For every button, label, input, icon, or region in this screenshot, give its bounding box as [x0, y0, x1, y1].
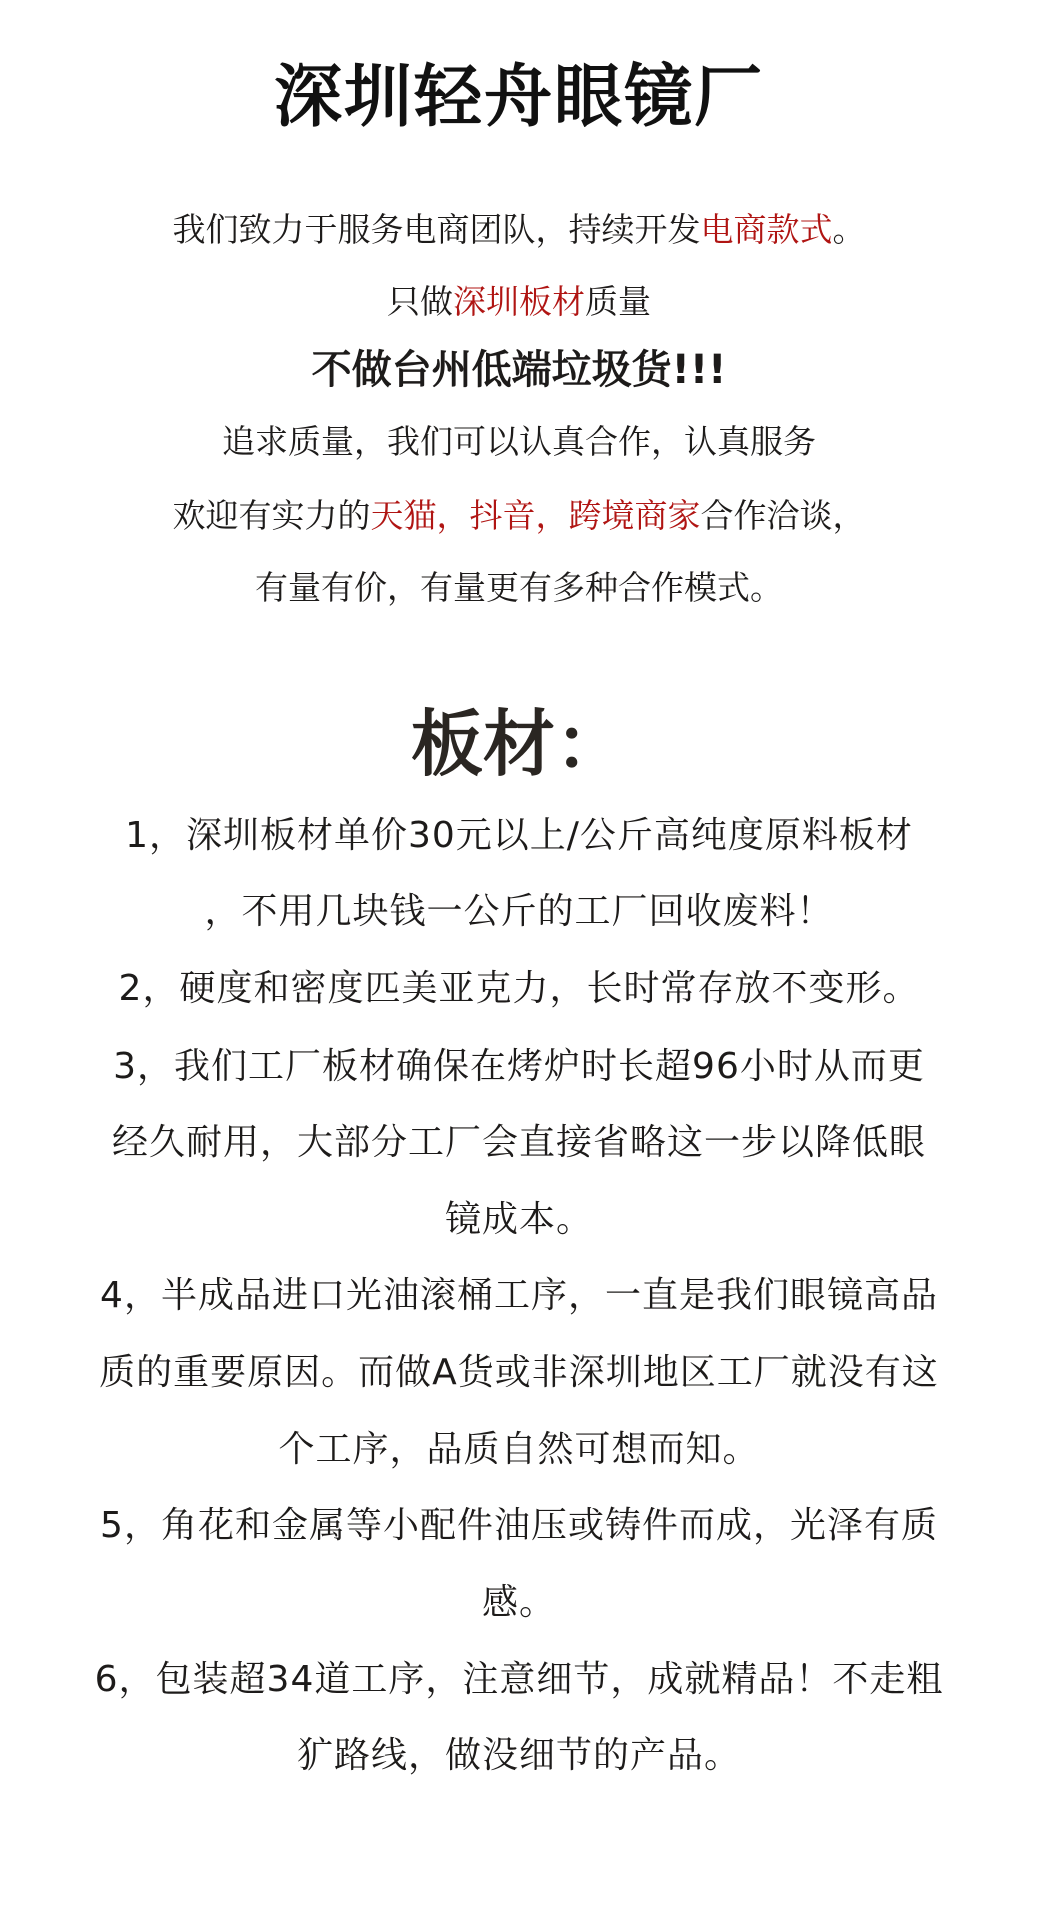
point-line: 3，我们工厂板材确保在烤炉时长超96小时从而更 — [113, 1046, 925, 1087]
intro-line-service — [0, 208, 1038, 252]
point-line: ，不用几块钱一公斤的工厂回收废料！ — [204, 891, 834, 932]
intro-line-welcome-prefix: 欢迎有实力的 — [172, 496, 371, 535]
intro-line-welcome — [0, 494, 1038, 538]
intro-line-welcome-suffix: 合作洽谈， — [700, 496, 866, 535]
factory-title: 深圳轻舟眼镜厂 — [273, 58, 764, 137]
section-title-material: 板材： — [410, 702, 627, 786]
point-line: 2，硬度和密度匹美亚克力，长时常存放不变形。 — [118, 968, 920, 1009]
point-line: 镜成本。 — [444, 1199, 593, 1240]
intro-line-volume: 有量有价，有量更有多种合作模式。 — [255, 568, 783, 607]
intro-line-material-prefix: 只做 — [387, 282, 453, 321]
point-line: 质的重要原因。而做A货或非深圳地区工厂就没有这 — [99, 1352, 939, 1393]
point-line: 经久耐用，大部分工厂会直接省略这一步以降低眼 — [111, 1122, 926, 1163]
point-line: 6，包装超34道工序，注意细节，成就精品！不走粗 — [94, 1659, 944, 1700]
intro-line-no-low-end: 不做台州低端垃圾货!!! — [311, 347, 727, 393]
intro-line-quality: 追求质量，我们可以认真合作，认真服务 — [222, 422, 816, 461]
intro-highlight-shenzhen-material: 深圳板材 — [453, 282, 585, 321]
intro-line-material-suffix: 质量 — [585, 282, 651, 321]
intro-highlight-ecommerce-styles: 电商款式 — [700, 210, 833, 249]
point-line: 感。 — [481, 1582, 556, 1623]
intro-line-material — [0, 280, 1038, 324]
point-line: 1，深圳板材单价30元以上/公斤高纯度原料板材 — [125, 815, 913, 856]
point-line: 个工序，品质自然可想而知。 — [278, 1429, 760, 1470]
intro-line-service-text: 我们致力于服务电商团队，持续开发 — [172, 210, 701, 249]
intro-line-service-suffix: 。 — [832, 210, 866, 249]
intro-highlight-platforms: 天猫，抖音，跨境商家 — [370, 496, 701, 535]
point-line: 犷路线，做没细节的产品。 — [296, 1735, 741, 1776]
point-line: 4，半成品进口光油滚桶工序，一直是我们眼镜高品 — [100, 1275, 938, 1316]
point-line: 5，角花和金属等小配件油压或铸件而成，光泽有质 — [100, 1505, 938, 1546]
